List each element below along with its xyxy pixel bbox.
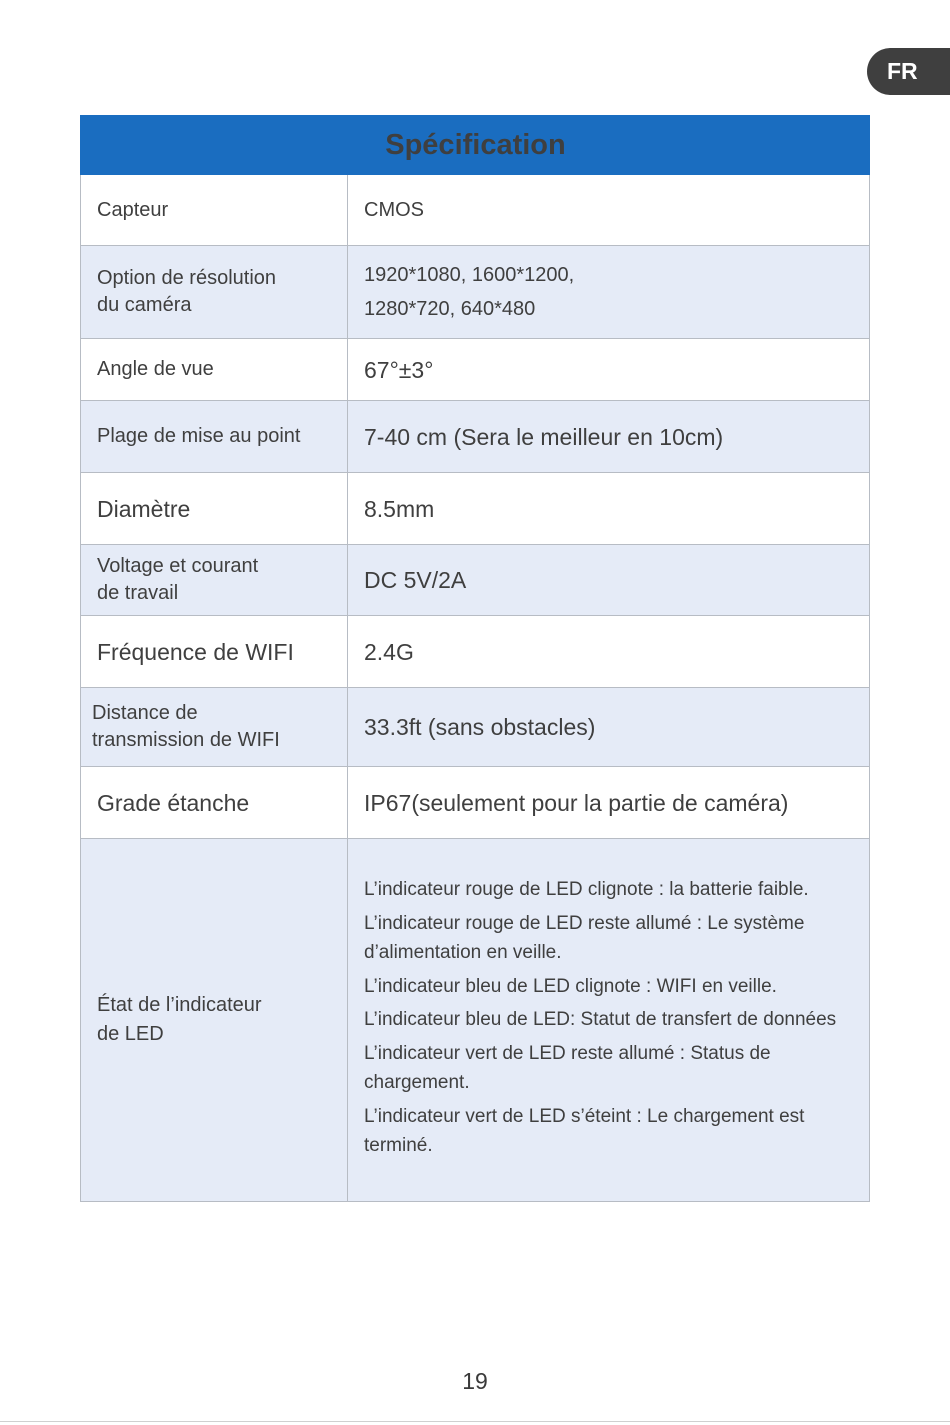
specification-table	[80, 115, 870, 1202]
spec-label: Plage de mise au point	[81, 401, 348, 473]
led-status-line: L’indicateur vert de LED reste allumé : Status de chargement.	[364, 1042, 771, 1094]
spec-label-line: de LED	[97, 1023, 164, 1045]
spec-value: 8.5mm	[348, 473, 870, 545]
spec-label: Angle de vue	[81, 339, 348, 401]
spec-value: 2.4G	[348, 616, 870, 688]
table-row	[81, 839, 870, 1202]
language-tab: FR	[867, 48, 950, 95]
table-row	[81, 473, 870, 545]
spec-label	[81, 545, 348, 616]
led-status-line: L’indicateur rouge de LED clignote : la batterie faible.	[364, 879, 809, 901]
spec-label-line: du caméra	[97, 294, 192, 316]
spec-label-line: transmission de WIFI	[92, 729, 280, 751]
spec-label-line: Voltage et courant	[97, 555, 259, 577]
table-row	[81, 339, 870, 401]
led-status-line: L’indicateur rouge de LED reste allumé : Le système d’alimentation en veille.	[364, 912, 805, 964]
spec-value: 33.3ft (sans obstacles)	[348, 688, 870, 767]
table-row	[81, 246, 870, 339]
spec-label: Fréquence de WIFI	[81, 616, 348, 688]
table-row	[81, 616, 870, 688]
spec-value: IP67(seulement pour la partie de caméra)	[348, 767, 870, 839]
spec-label-line: de travail	[97, 582, 179, 604]
spec-label	[81, 246, 348, 339]
spec-label: Grade étanche	[81, 767, 348, 839]
spec-label	[81, 688, 348, 767]
table-row	[81, 767, 870, 839]
spec-value-line: 1920*1080, 1600*1200,	[364, 264, 575, 286]
led-status-line: L’indicateur vert de LED s’éteint : Le chargement est terminé.	[364, 1105, 805, 1157]
spec-label: Diamètre	[81, 473, 348, 545]
table-title: Spécification	[81, 116, 870, 175]
spec-value	[348, 246, 870, 339]
spec-label: Capteur	[81, 175, 348, 246]
page-number: 19	[462, 1368, 488, 1394]
bottom-divider	[0, 1421, 950, 1422]
table-row	[81, 175, 870, 246]
spec-label-line: Distance de	[92, 702, 198, 724]
led-status-line: L’indicateur bleu de LED: Statut de transfert de données	[364, 1009, 837, 1031]
spec-value: 67°±3°	[348, 339, 870, 401]
table-row	[81, 545, 870, 616]
spec-value: 7-40 cm (Sera le meilleur en 10cm)	[348, 401, 870, 473]
table-row	[81, 688, 870, 767]
table-row	[81, 401, 870, 473]
spec-label-line: Option de résolution	[97, 267, 277, 289]
spec-value: DC 5V/2A	[348, 545, 870, 616]
spec-value-line: 1280*720, 640*480	[364, 298, 536, 320]
spec-value	[348, 839, 870, 1202]
spec-value: CMOS	[348, 175, 870, 246]
led-status-line: L’indicateur bleu de LED clignote : WIFI en veille.	[364, 975, 777, 997]
spec-label	[81, 839, 348, 1202]
spec-label-line: État de l’indicateur	[97, 994, 262, 1016]
